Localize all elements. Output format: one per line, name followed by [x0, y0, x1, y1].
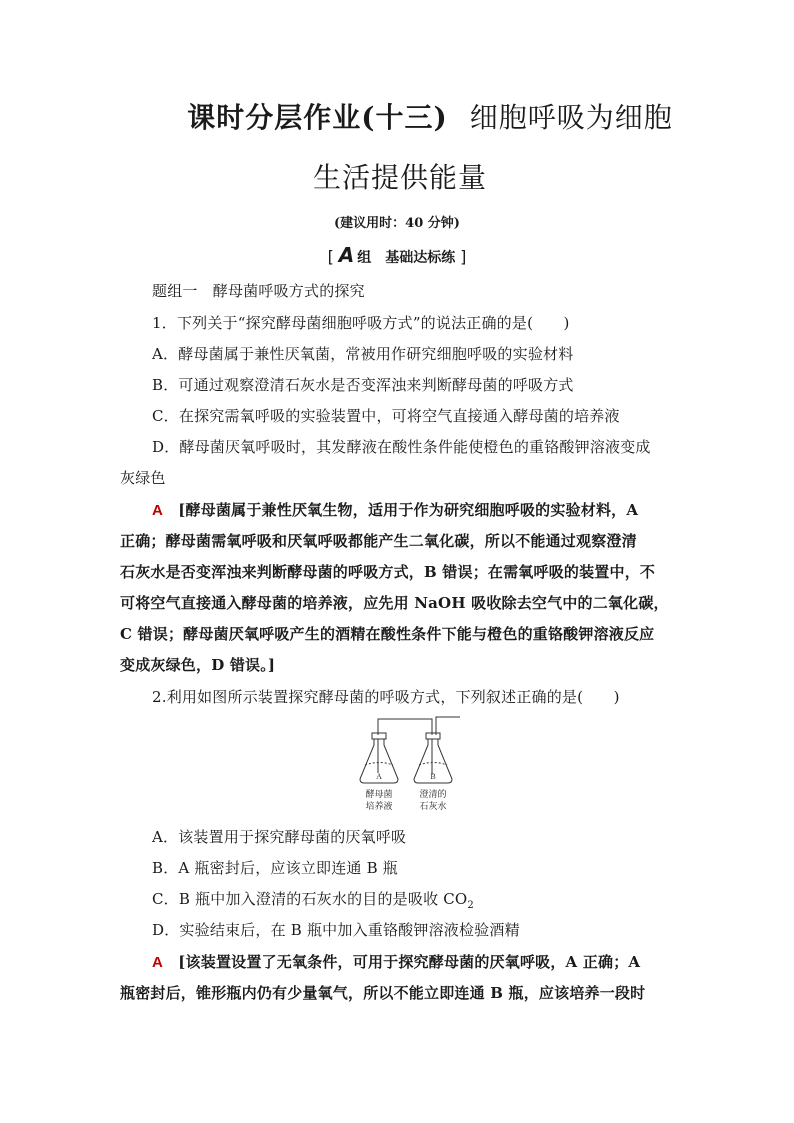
q1-explanation-line4: 可将空气直接通入酵母菌的培养液，应先用 NaOH 吸收除去空气中的二氧化碳， — [120, 594, 669, 612]
q1-option-a: A．酵母菌属于兼性厌氧菌，常被用作研究细胞呼吸的实验材料 — [152, 345, 574, 363]
outlet-tube — [436, 717, 460, 735]
title-subtitle-line1: 细胞呼吸为细胞 — [469, 101, 673, 134]
co2-subscript: 2 — [467, 900, 474, 911]
q1-explanation-line2: 正确；酵母菌需氧呼吸和厌氧呼吸都能产生二氧化碳，所以不能通过观察澄清 — [120, 532, 637, 550]
q2-option-a: A．该装置用于探究酵母菌的厌氧呼吸 — [152, 828, 407, 846]
flask-a-letter: A — [376, 772, 382, 781]
q1-answer: A — [152, 502, 164, 519]
q1-stem: 1．下列关于“探究酵母菌细胞呼吸方式”的说法正确的是( ) — [152, 314, 570, 332]
caption-b-line1: 澄清的 — [419, 790, 447, 800]
q1-option-d-line2: 灰绿色 — [120, 469, 166, 487]
caption-b-line2: 石灰水 — [419, 802, 447, 812]
q2-explanation-line2: 瓶密封后，锥形瓶内仍有少量氧气，所以不能立即连通 B 瓶，应该培养一段时 — [120, 984, 646, 1002]
title-subtitle-line2: 生活提供能量 — [312, 161, 487, 194]
group-label: 组 基础达标练 — [357, 250, 456, 266]
apparatus-diagram — [356, 713, 468, 815]
q1-explanation-line6: 变成灰绿色，D 错误。] — [120, 656, 276, 674]
q2-option-b: B．A 瓶密封后，应该立即连通 B 瓶 — [152, 859, 398, 877]
q1-explanation-line5: C 错误；酵母菌厌氧呼吸产生的酒精在酸性条件下能与橙色的重铬酸钾溶液反应 — [120, 625, 655, 643]
suggested-time-note: (建议用时：40 分钟) — [334, 216, 460, 231]
q1-option-c: C．在探究需氧呼吸的实验装置中，可将空气直接通入酵母菌的培养液 — [152, 407, 620, 425]
q2-answer: A — [152, 954, 164, 971]
q2-stem: 2.利用如图所示装置探究酵母菌的呼吸方式，下列叙述正确的是( ) — [152, 688, 620, 706]
liquid-level-b — [419, 763, 447, 766]
liquid-level-a — [365, 763, 393, 766]
stopper-a — [372, 733, 386, 739]
flask-b-letter: B — [430, 772, 436, 781]
stopper-b — [426, 733, 440, 739]
page-title — [150, 96, 710, 136]
title-main: 课时分层作业(十三) — [187, 101, 448, 134]
q1-option-d-line1: D．酵母菌厌氧呼吸时，其发酵液在酸性条件能使橙色的重铬酸钾溶液变成 — [152, 438, 651, 456]
q2-explanation-line1: A [该装置设置了无氧条件，可用于探究酵母菌的厌氧呼吸，A 正确；A — [152, 953, 641, 971]
caption-a-line2: 培养液 — [365, 802, 393, 812]
q2-option-c: C．B 瓶中加入澄清的石灰水的目的是吸收 $CO_2$ — [152, 890, 474, 911]
bracket-close: ] — [460, 247, 467, 266]
q2-option-d: D．实验结束后，在 B 瓶中加入重铬酸钾溶液检验酒精 — [152, 921, 520, 939]
q1-explanation-line1: A [酵母菌属于兼性厌氧生物，适用于作为研究细胞呼吸的实验材料，A — [152, 501, 639, 519]
q1-option-b: B．可通过观察澄清石灰水是否变浑浊来判断酵母菌的呼吸方式 — [152, 376, 574, 394]
caption-a-line1: 酵母菌 — [365, 790, 393, 800]
bracket-open: [ — [327, 247, 334, 266]
section-heading: 题组一 酵母菌呼吸方式的探究 — [152, 282, 365, 300]
q1-explanation-line3: 石灰水是否变浑浊来判断酵母菌的呼吸方式，B 错误；在需氧呼吸的装置中，不 — [120, 563, 656, 581]
group-badge: A — [338, 243, 355, 267]
group-banner — [0, 243, 794, 267]
